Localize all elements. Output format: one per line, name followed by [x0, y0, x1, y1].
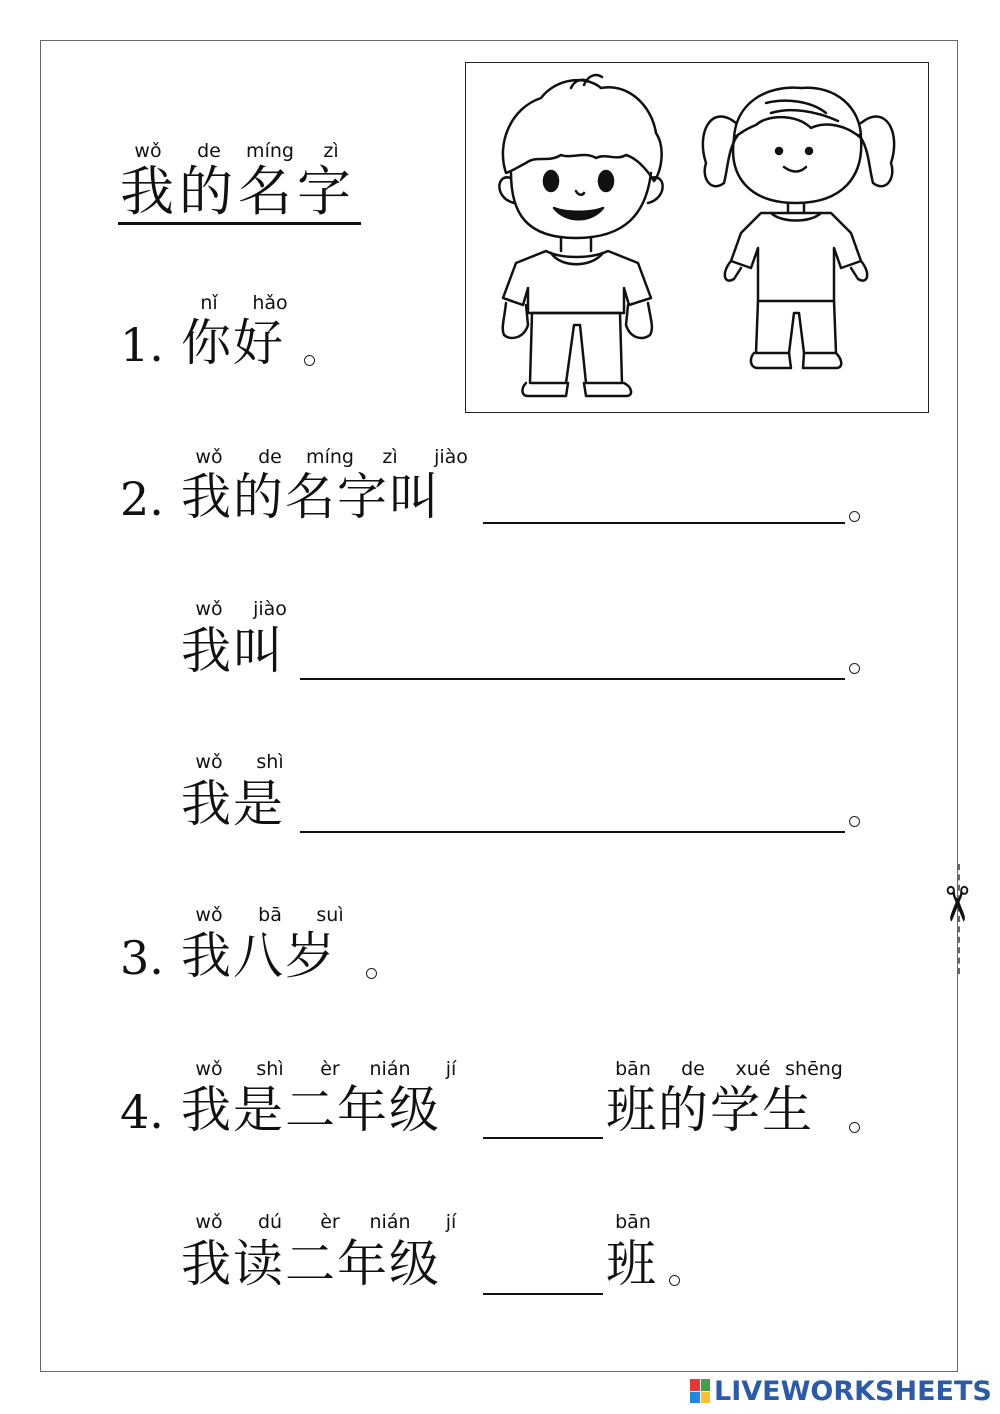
line2c-text: 我是 [181, 775, 285, 833]
line4-pinyin-9: shēng [785, 1058, 843, 1080]
page-title: 我的名字 [120, 160, 356, 223]
title-underline [118, 222, 361, 225]
line3-full-stop [366, 968, 377, 979]
line2-pinyin-5: jiào [434, 446, 468, 468]
line1-pinyin-1: nǐ [200, 292, 218, 314]
scissors-icon: ✂ [928, 883, 985, 925]
boy-girl-drawing [466, 63, 927, 411]
line4-number: 4. [120, 1085, 164, 1139]
line4-pinyin-2: shì [256, 1058, 284, 1080]
line3-pinyin-1: wǒ [195, 904, 223, 926]
line2-pinyin-2: de [258, 446, 282, 468]
line2b-pinyin-1: wǒ [195, 598, 223, 620]
line2-number: 2. [120, 472, 164, 526]
grade-class-answer-blank[interactable] [483, 1293, 603, 1295]
line4-pinyin-8: xué [735, 1058, 771, 1080]
line4b-text-b: 班 [606, 1235, 658, 1293]
line4-full-stop [849, 1122, 860, 1133]
line3-pinyin-2: bā [258, 904, 282, 926]
line4-text-b: 班的学生 [606, 1081, 814, 1139]
title-pinyin-1: wǒ [134, 140, 162, 162]
line2b-full-stop [849, 663, 860, 674]
boy-figure [499, 75, 662, 396]
logo-square-red [690, 1379, 700, 1391]
logo-square-yellow [701, 1392, 711, 1404]
line3-number: 3. [120, 931, 164, 985]
line4b-pinyin-1: wǒ [195, 1211, 223, 1233]
line4b-full-stop [669, 1275, 680, 1286]
title-pinyin-2: de [197, 140, 221, 162]
line4-pinyin-4: nián [369, 1058, 411, 1080]
line3-text: 我八岁 [181, 927, 337, 985]
name-answer-blank[interactable] [483, 522, 845, 524]
line1-text: 你好 [181, 314, 285, 372]
line2-pinyin-3: míng [306, 446, 354, 468]
line4-pinyin-6: bān [615, 1058, 651, 1080]
line1-number: 1. [120, 318, 164, 372]
line4b-text-a: 我读二年级 [181, 1235, 441, 1293]
line2-full-stop [849, 511, 860, 522]
line2-text: 我的名字叫 [181, 468, 441, 526]
line2b-text: 我叫 [181, 622, 285, 680]
line4b-pinyin-6: bān [615, 1211, 651, 1233]
line2-pinyin-1: wǒ [195, 446, 223, 468]
logo-square-green [701, 1379, 711, 1391]
line2-pinyin-4: zì [382, 446, 398, 468]
liveworksheets-brand: LIVEWORKSHEETS [714, 1375, 992, 1407]
identity-answer-blank[interactable] [300, 831, 845, 833]
logo-square-blue [690, 1392, 700, 1404]
title-pinyin-3: míng [246, 140, 294, 162]
line4b-pinyin-5: jí [445, 1211, 457, 1233]
line4-text-a: 我是二年级 [181, 1081, 441, 1139]
girl-figure [703, 88, 894, 368]
line4b-pinyin-4: nián [369, 1211, 411, 1233]
line4-pinyin-3: èr [320, 1058, 340, 1080]
line4-pinyin-5: jí [445, 1058, 457, 1080]
line1-full-stop [304, 355, 315, 366]
line4b-pinyin-2: dú [257, 1211, 283, 1233]
liveworksheets-logo[interactable] [690, 1374, 992, 1408]
line4-pinyin-7: de [681, 1058, 705, 1080]
line3-pinyin-3: suì [316, 904, 344, 926]
line4-pinyin-1: wǒ [195, 1058, 223, 1080]
line2c-full-stop [849, 816, 860, 827]
liveworksheets-icon [690, 1379, 710, 1403]
call-answer-blank[interactable] [300, 678, 845, 680]
line4b-pinyin-3: èr [320, 1211, 340, 1233]
title-pinyin-4: zì [323, 140, 339, 162]
line2b-pinyin-2: jiào [253, 598, 287, 620]
class-answer-blank[interactable] [483, 1137, 603, 1139]
line2c-pinyin-2: shì [256, 751, 284, 773]
children-illustration [465, 62, 929, 413]
line2c-pinyin-1: wǒ [195, 751, 223, 773]
line1-pinyin-2: hǎo [252, 292, 288, 314]
